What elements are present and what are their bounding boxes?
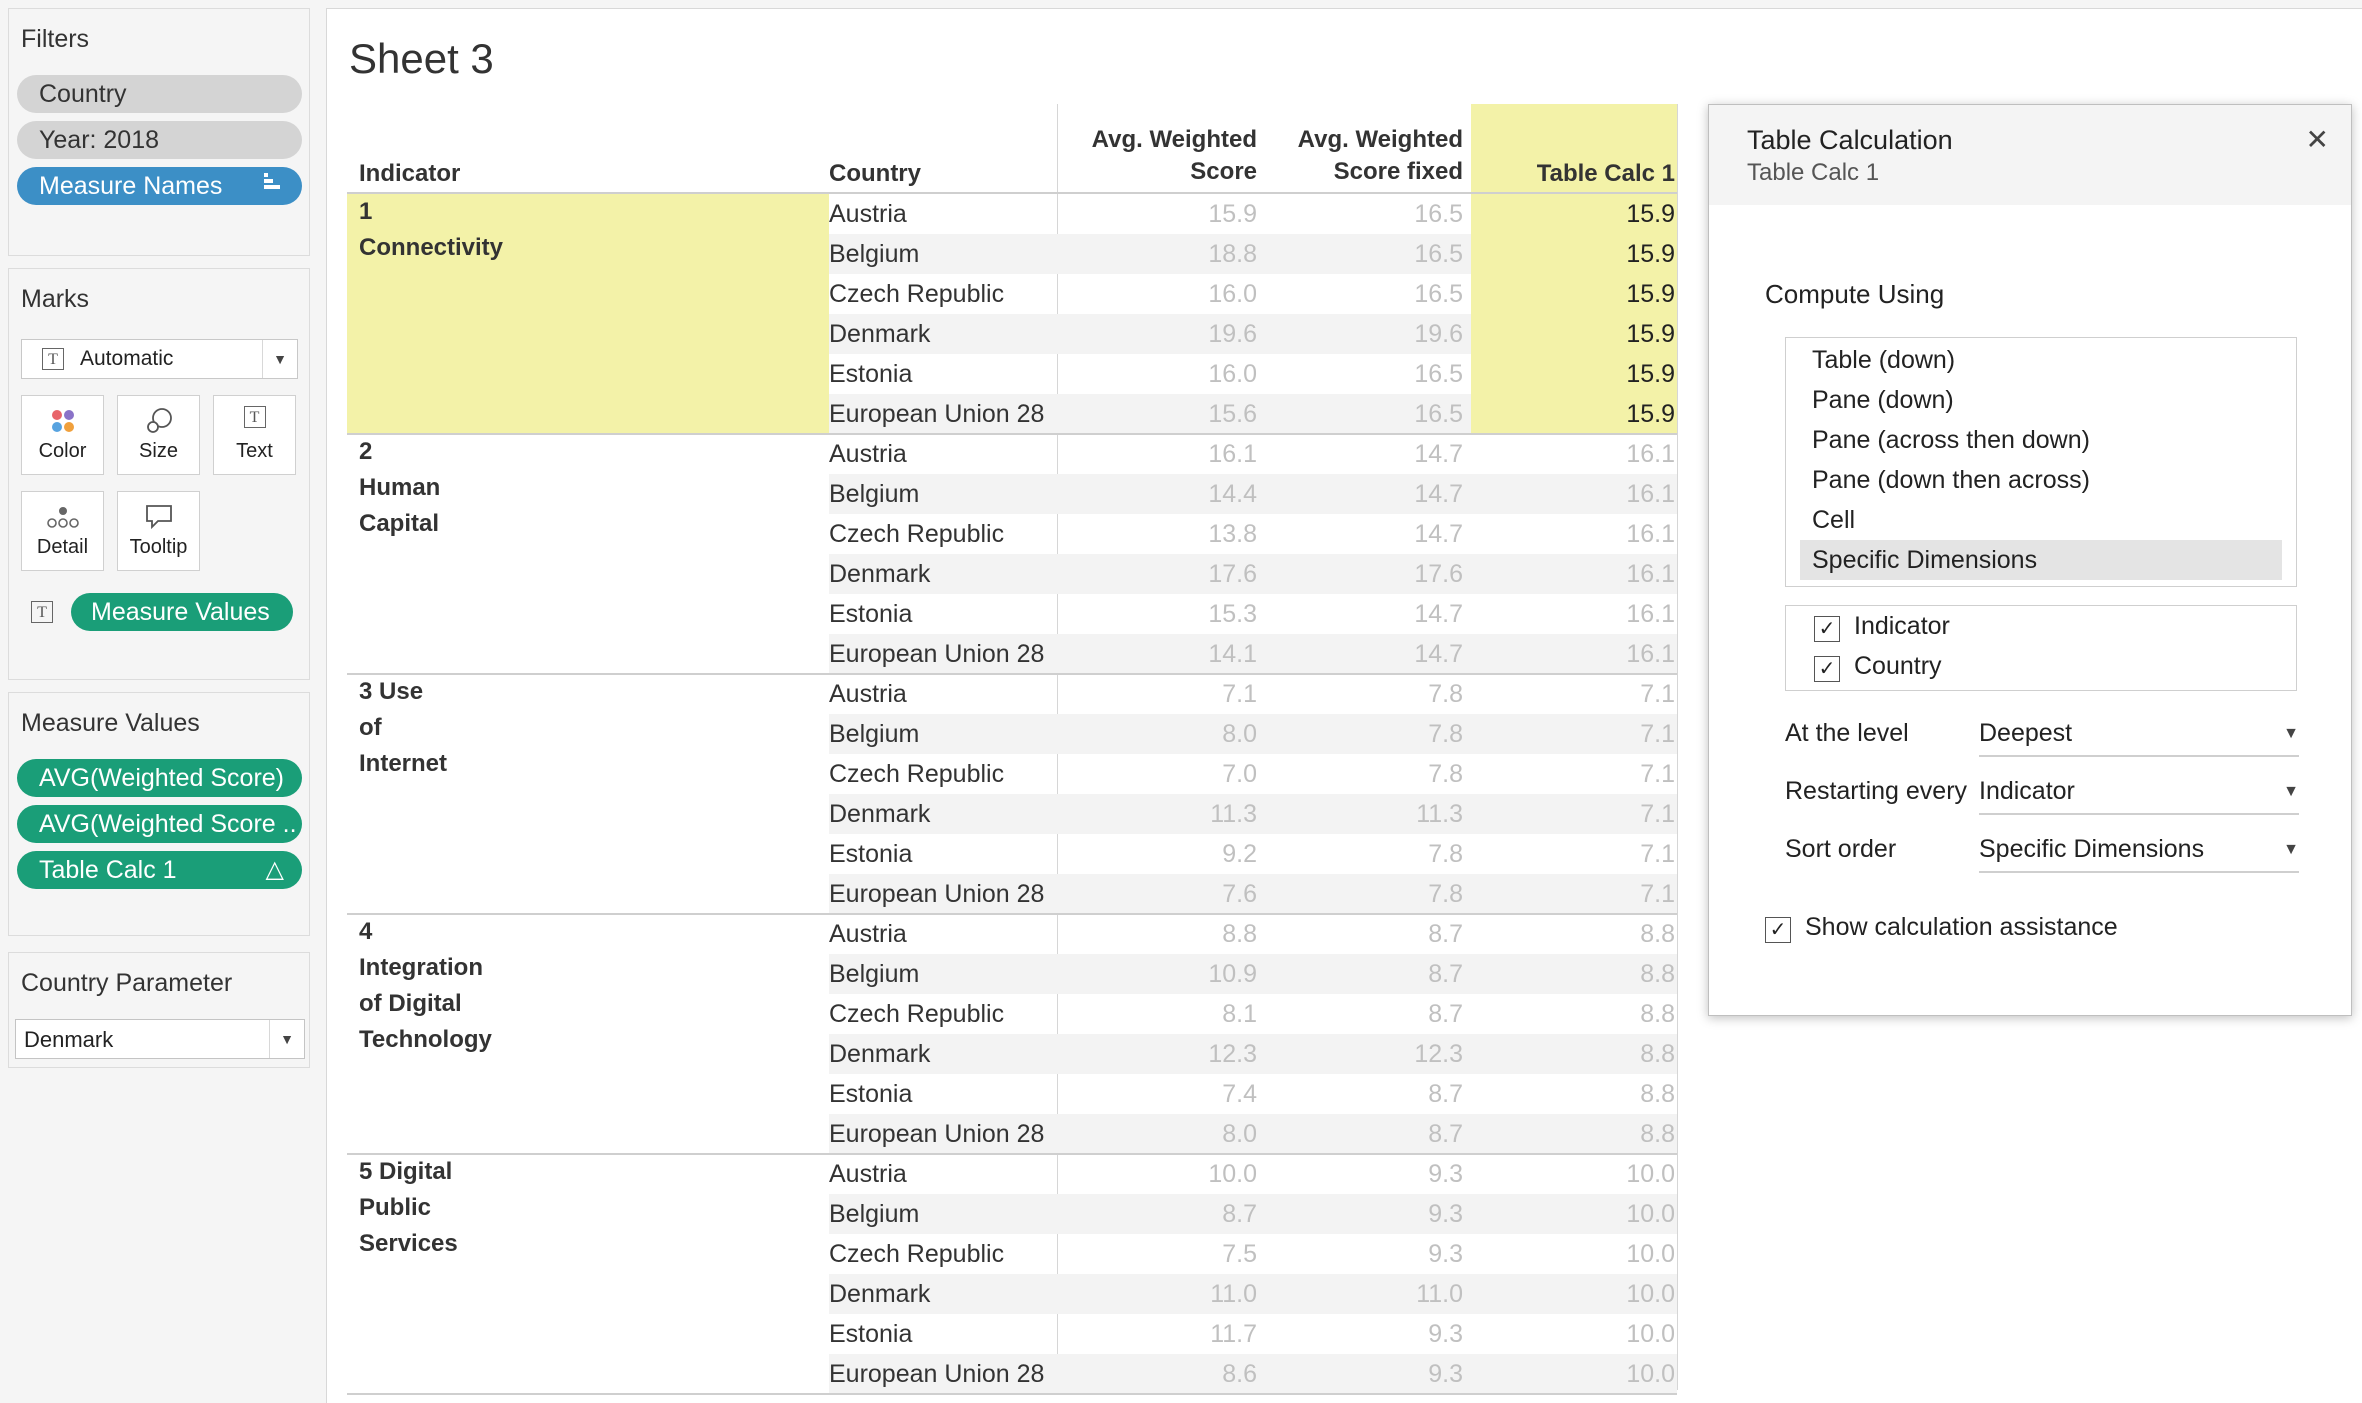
table-calc-cell[interactable]: 8.8 [1640,1120,1675,1148]
country-cell[interactable]: Belgium [829,720,920,748]
country-checkbox[interactable]: ✓ [1814,656,1840,682]
weighted-score-fixed-cell[interactable]: 9.3 [1428,1200,1463,1228]
weighted-score-fixed-cell[interactable]: 16.5 [1414,240,1463,268]
mark-type-dropdown[interactable] [21,339,298,379]
table-calc-cell[interactable]: 16.1 [1626,600,1675,628]
compute-option[interactable]: Pane (across then down) [1812,426,2090,454]
measure-values-panel [8,692,310,936]
marks-tooltip-label: Tooltip [129,536,188,558]
table-row [347,994,1677,1034]
marks-size-label: Size [139,440,178,462]
weighted-score-cell[interactable]: 12.3 [1208,1040,1257,1068]
compute-option[interactable]: Table (down) [1812,346,1956,374]
weighted-score-fixed-cell[interactable]: 16.5 [1414,200,1463,228]
filters-title: Filters [21,25,90,53]
table-row [347,634,1677,674]
table-row [347,1194,1677,1234]
header-line: Score fixed [1333,158,1463,185]
country-cell[interactable]: Czech Republic [829,520,1005,548]
indicator-checkbox[interactable]: ✓ [1814,616,1840,642]
table-row [347,714,1677,754]
country-cell[interactable]: Estonia [829,360,913,388]
marks-detail-button[interactable] [21,491,104,571]
marks-color-button[interactable] [21,395,104,475]
table-calc-cell[interactable]: 15.9 [1626,400,1675,428]
table-calc-cell[interactable]: 10.0 [1626,1160,1675,1188]
compute-using-label: Compute Using [1765,279,1945,309]
weighted-score-fixed-cell[interactable]: 17.6 [1414,560,1463,588]
weighted-score-fixed-cell[interactable]: 14.7 [1414,640,1463,668]
table-row [347,1114,1677,1154]
indicator-label[interactable]: 2 Human Capital [359,438,441,537]
chevron-down-icon: ▼ [269,1020,304,1058]
country-cell[interactable]: Estonia [829,1320,913,1348]
country-cell[interactable]: Denmark [829,800,931,828]
table-calc-cell[interactable]: 7.1 [1640,680,1675,708]
sort-dropdown[interactable] [1979,829,2299,873]
country-cell[interactable]: Estonia [829,1080,913,1108]
country-cell[interactable]: European Union 28 [829,1360,1045,1388]
country-cell[interactable]: Belgium [829,240,920,268]
table-calc-cell[interactable]: 16.1 [1626,480,1675,508]
table-calc-cell[interactable]: 7.1 [1640,760,1675,788]
marks-size-button[interactable] [117,395,200,475]
table-calc-cell[interactable]: 16.1 [1626,440,1675,468]
header-country[interactable]: Country [829,160,921,187]
country-cell[interactable]: Czech Republic [829,1240,1005,1268]
compute-option[interactable]: Pane (down) [1812,386,1954,414]
table-calc-cell[interactable]: 15.9 [1626,200,1675,228]
weighted-score-cell[interactable]: 10.9 [1208,960,1257,988]
table-row [347,914,1677,954]
country-cell[interactable]: Denmark [829,1040,931,1068]
table-calc-cell[interactable]: 8.8 [1640,920,1675,948]
country-cell[interactable]: Austria [829,440,907,468]
detail-icon [22,502,103,532]
table-calc-cell[interactable]: 7.1 [1640,880,1675,908]
dropdown-underline [1979,813,2299,815]
country-cell[interactable]: Belgium [829,1200,920,1228]
country-cell[interactable]: Austria [829,200,907,228]
weighted-score-fixed-cell[interactable]: 19.6 [1414,320,1463,348]
weighted-score-fixed-cell[interactable]: 9.3 [1428,1360,1463,1388]
sheet-title: Sheet 3 [349,35,494,82]
table-row [347,674,1677,714]
dialog-subtitle: Table Calc 1 [1747,159,1880,186]
table-row [347,434,1677,474]
marks-title: Marks [21,285,90,313]
measure-pill-weighted-score-fixed[interactable]: AVG(Weighted Score .. [17,805,302,843]
table-row [347,1274,1677,1314]
country-cell[interactable]: European Union 28 [829,640,1045,668]
color-icon [22,406,103,436]
mark-type-label: Automatic [80,347,174,370]
weighted-score-fixed-cell[interactable]: 7.8 [1428,840,1463,868]
country-cell[interactable]: European Union 28 [829,1120,1045,1148]
delta-icon: △ [265,856,284,883]
table-row [347,194,1677,234]
table-calc-cell[interactable]: 7.1 [1640,720,1675,748]
marks-text-button[interactable] [213,395,296,475]
table-calc-cell[interactable]: 16.1 [1626,560,1675,588]
table-row [347,874,1677,914]
weighted-score-cell[interactable]: 11.3 [1210,800,1257,828]
table-row [347,514,1677,554]
weighted-score-fixed-cell[interactable]: 9.3 [1428,1320,1463,1348]
weighted-score-fixed-cell[interactable]: 11.3 [1416,800,1463,828]
measure-values-title: Measure Values [21,709,200,737]
weighted-score-cell[interactable]: 8.0 [1222,720,1257,748]
weighted-score-cell[interactable]: 7.6 [1222,880,1257,908]
marks-text-label: Text [236,440,273,462]
marks-color-label: Color [38,440,87,462]
weighted-score-cell[interactable]: 15.6 [1208,400,1257,428]
chevron-down-icon: ▼ [2283,725,2299,742]
sort-label: Sort order [1785,835,1897,863]
country-cell[interactable]: Austria [829,680,907,708]
filters-panel [8,8,310,256]
weighted-score-cell[interactable]: 16.1 [1208,440,1257,468]
weighted-score-cell[interactable]: 7.4 [1222,1080,1257,1108]
header-line: Score [1190,158,1257,185]
weighted-score-cell[interactable]: 16.0 [1208,280,1257,308]
weighted-score-cell[interactable]: 15.9 [1208,200,1257,228]
table-row [347,1234,1677,1274]
country-cell[interactable]: Czech Republic [829,760,1005,788]
header-weighted-score-fixed[interactable] [1277,124,1463,188]
country-parameter-panel [8,952,310,1068]
table-calc-cell[interactable]: 16.1 [1626,520,1675,548]
table-row [347,834,1677,874]
filter-pill-measure-names[interactable] [17,167,302,205]
table-calc-cell[interactable]: 16.1 [1626,640,1675,668]
size-icon [118,406,199,436]
country-cell[interactable]: European Union 28 [829,880,1045,908]
weighted-score-fixed-cell[interactable]: 14.7 [1414,480,1463,508]
country-cell[interactable]: Austria [829,920,907,948]
weighted-score-cell[interactable]: 8.7 [1222,1200,1257,1228]
table-row [347,1354,1677,1394]
weighted-score-cell[interactable]: 11.0 [1210,1280,1257,1308]
weighted-score-fixed-cell[interactable]: 8.7 [1428,1080,1463,1108]
table-row [347,274,1677,314]
compute-option-selected[interactable]: Specific Dimensions [1800,540,2282,580]
table-row [347,234,1677,274]
weighted-score-cell[interactable]: 8.0 [1222,1120,1257,1148]
restart-label: Restarting every [1785,777,1968,805]
weighted-score-fixed-cell[interactable]: 8.7 [1428,1120,1463,1148]
country-cell[interactable]: Belgium [829,960,920,988]
weighted-score-cell[interactable]: 13.8 [1208,520,1257,548]
weighted-score-cell[interactable]: 16.0 [1208,360,1257,388]
group-divider [347,1393,1677,1395]
country-cell[interactable]: Austria [829,1160,907,1188]
weighted-score-fixed-cell[interactable]: 8.7 [1428,920,1463,948]
level-value: Deepest [1979,719,2073,747]
table-row [347,554,1677,594]
text-mark-icon: T [31,601,53,623]
dropdown-underline [1979,871,2299,873]
table-calc-cell[interactable]: 8.8 [1640,1040,1675,1068]
table-calc-cell[interactable]: 15.9 [1626,360,1675,388]
weighted-score-fixed-cell[interactable]: 16.5 [1414,280,1463,308]
table-row [347,1314,1677,1354]
country-cell[interactable]: Denmark [829,1280,931,1308]
weighted-score-cell[interactable]: 15.3 [1208,600,1257,628]
chevron-down-icon: ▼ [262,340,297,378]
weighted-score-fixed-cell[interactable]: 7.8 [1428,720,1463,748]
dimensions-list [1785,605,2297,691]
calc-assistance-checkbox[interactable]: ✓ [1765,917,1791,943]
chevron-down-icon: ▼ [2283,783,2299,800]
header-indicator[interactable]: Indicator [359,160,461,187]
marks-detail-label: Detail [36,536,89,558]
weighted-score-cell[interactable]: 9.2 [1222,840,1257,868]
weighted-score-cell[interactable]: 10.0 [1208,1160,1257,1188]
table-row [347,754,1677,794]
measure-values-text-pill[interactable]: Measure Values [71,593,293,631]
country-cell[interactable]: Czech Republic [829,1000,1005,1028]
weighted-score-fixed-cell[interactable]: 9.3 [1428,1160,1463,1188]
weighted-score-fixed-cell[interactable]: 7.8 [1428,680,1463,708]
weighted-score-cell[interactable]: 7.1 [1222,680,1257,708]
table-calc-cell[interactable]: 10.0 [1626,1240,1675,1268]
weighted-score-cell[interactable]: 8.8 [1222,920,1257,948]
text-mark-icon: T [42,348,64,370]
table-calc-cell[interactable]: 7.1 [1640,840,1675,868]
level-dropdown[interactable] [1979,713,2299,757]
weighted-score-fixed-cell[interactable]: 12.3 [1414,1040,1463,1068]
header-weighted-score[interactable] [1067,124,1257,188]
country-cell[interactable]: Estonia [829,600,913,628]
weighted-score-fixed-cell[interactable]: 8.7 [1428,1000,1463,1028]
weighted-score-cell[interactable]: 7.5 [1222,1240,1257,1268]
table-calc-cell[interactable]: 8.8 [1640,960,1675,988]
compute-using-list [1785,337,2297,587]
weighted-score-fixed-cell[interactable]: 7.8 [1428,880,1463,908]
table-calc-cell[interactable]: 15.9 [1626,280,1675,308]
parameter-title: Country Parameter [21,969,233,997]
table-row [347,354,1677,394]
weighted-score-cell[interactable]: 8.1 [1222,1000,1257,1028]
table-calc-cell[interactable]: 10.0 [1626,1320,1675,1348]
restart-dropdown[interactable] [1979,771,2299,815]
country-cell[interactable]: Denmark [829,320,931,348]
compute-option[interactable]: Cell [1812,506,1856,534]
weighted-score-cell[interactable]: 18.8 [1208,240,1257,268]
country-cell[interactable]: European Union 28 [829,400,1045,428]
country-cell[interactable]: Estonia [829,840,913,868]
table-row [347,594,1677,634]
table-row [347,474,1677,514]
weighted-score-cell[interactable]: 8.6 [1222,1360,1257,1388]
weighted-score-fixed-cell[interactable]: 9.3 [1428,1240,1463,1268]
table-calc-cell[interactable]: 7.1 [1640,800,1675,828]
calc-assistance-label: Show calculation assistance [1805,913,2118,941]
filter-pill-label: Measure Names [39,172,223,200]
table-calc-cell[interactable]: 10.0 [1626,1200,1675,1228]
weighted-score-fixed-cell[interactable]: 14.7 [1414,600,1463,628]
parameter-value: Denmark [24,1027,114,1052]
measure-pill-label: Table Calc 1 [39,856,177,884]
weighted-score-cell[interactable]: 14.1 [1208,640,1257,668]
table-calc-cell[interactable]: 10.0 [1626,1360,1675,1388]
table-row [347,954,1677,994]
marks-tooltip-button[interactable] [117,491,200,571]
close-icon[interactable]: ✕ [2305,124,2329,155]
table-row [347,1034,1677,1074]
level-label: At the level [1785,719,1909,747]
indicator-label[interactable]: 3 Use of Internet [359,678,448,777]
indicator-label[interactable]: 1 Connectivity [359,198,504,261]
country-parameter-select[interactable] [15,1019,305,1059]
table-calc-cell[interactable]: 15.9 [1626,320,1675,348]
weighted-score-cell[interactable]: 7.0 [1222,760,1257,788]
dropdown-underline [1979,755,2299,757]
weighted-score-cell[interactable]: 19.6 [1208,320,1257,348]
table-row [347,1154,1677,1194]
header-line: Avg. Weighted [1297,126,1463,153]
country-cell[interactable]: Denmark [829,560,931,588]
weighted-score-fixed-cell[interactable]: 14.7 [1414,440,1463,468]
restart-value: Indicator [1979,777,2075,805]
filter-pill-country[interactable]: Country [17,75,302,113]
weighted-score-fixed-cell[interactable]: 11.0 [1416,1280,1463,1308]
marks-panel [8,268,310,680]
table-calc-cell[interactable]: 10.0 [1626,1280,1675,1308]
weighted-score-fixed-cell[interactable]: 8.7 [1428,960,1463,988]
weighted-score-cell[interactable]: 17.6 [1208,560,1257,588]
sort-value: Specific Dimensions [1979,835,2205,863]
tooltip-icon [118,502,199,532]
indicator-label[interactable]: 5 Digital Public Services [359,1158,458,1257]
weighted-score-fixed-cell[interactable]: 16.5 [1414,400,1463,428]
column-divider [1677,104,1678,1390]
chevron-down-icon: ▼ [2283,841,2299,858]
compute-option[interactable]: Pane (down then across) [1812,466,2090,494]
table-row [347,794,1677,834]
table-calculation-dialog [1708,104,2352,1016]
country-checkbox-label: Country [1854,652,1942,680]
weighted-score-fixed-cell[interactable]: 16.5 [1414,360,1463,388]
header-table-calc[interactable]: Table Calc 1 [1536,160,1675,187]
indicator-label[interactable]: 4 Integration of Digital Technology [359,918,492,1053]
table-calc-cell[interactable]: 8.8 [1640,1000,1675,1028]
indicator-checkbox-label: Indicator [1854,612,1950,640]
weighted-score-cell[interactable]: 14.4 [1208,480,1257,508]
weighted-score-cell[interactable]: 11.7 [1210,1320,1257,1348]
country-cell[interactable]: Belgium [829,480,920,508]
weighted-score-fixed-cell[interactable]: 7.8 [1428,760,1463,788]
table-calc-cell[interactable]: 15.9 [1626,240,1675,268]
header-line: Avg. Weighted [1091,126,1257,153]
table-calc-cell[interactable]: 8.8 [1640,1080,1675,1108]
sort-icon [262,167,284,205]
table-row [347,394,1677,434]
country-cell[interactable]: Czech Republic [829,280,1005,308]
table-row [347,314,1677,354]
weighted-score-fixed-cell[interactable]: 14.7 [1414,520,1463,548]
dialog-title: Table Calculation [1747,125,1953,155]
table-row [347,1074,1677,1114]
text-icon: T [214,406,295,436]
measure-pill-weighted-score[interactable]: AVG(Weighted Score) [17,759,302,797]
measure-pill-table-calc[interactable] [17,851,302,889]
filter-pill-year[interactable]: Year: 2018 [17,121,302,159]
